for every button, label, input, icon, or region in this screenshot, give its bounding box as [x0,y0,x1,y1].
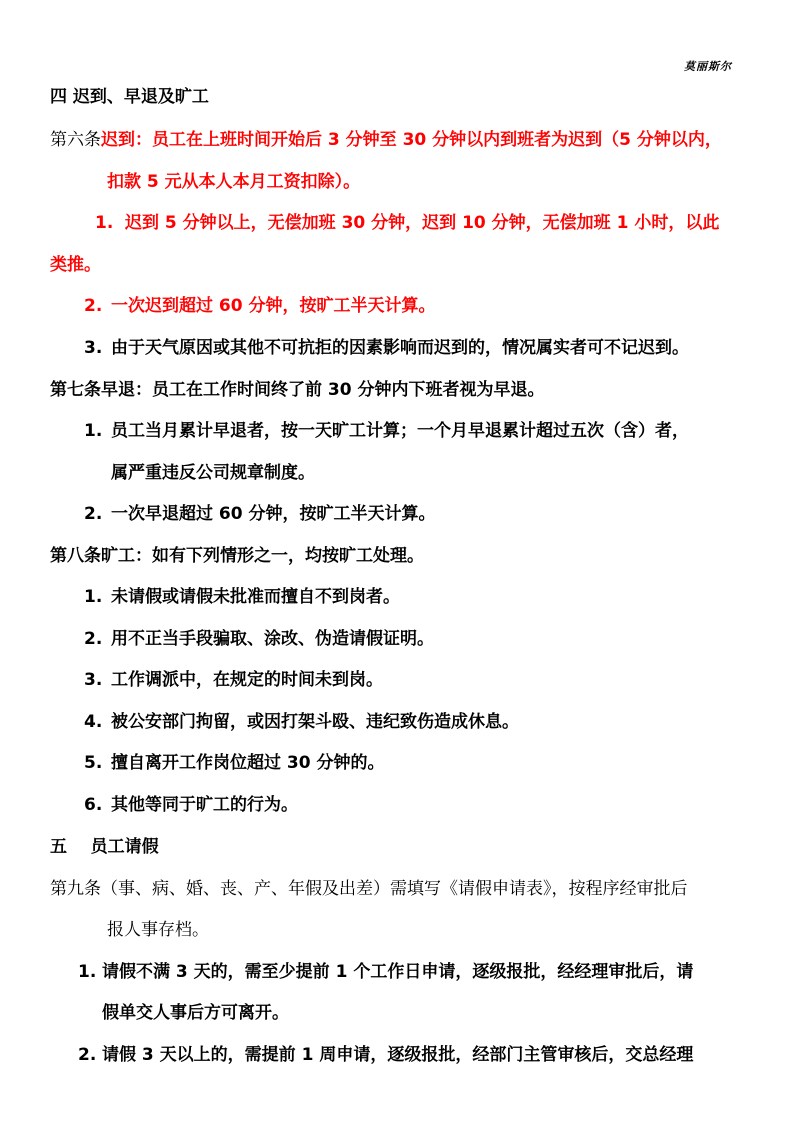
item-number: 1. [78,962,97,982]
list-item [84,669,383,691]
item-text: 请假 3 天以上的，需提前 1 周申请，逐级报批，经部门主管审核后，交总经理 [102,1045,694,1065]
article-9-item-1 [78,961,693,983]
article-7-item-1-cont: 属严重违反公司规章制度。 [111,463,315,483]
header-brand: 莫丽斯尔 [684,60,732,73]
item-text: 迟到 5 分钟以上，无偿加班 30 分钟，迟到 10 分钟，无偿加班 1 小时，以此 [125,213,720,233]
article-lead: 第六条 [50,130,101,150]
article-6-line-2: 扣款 5 元从本人本月工资扣除）。 [107,172,361,192]
item-text: 未请假或请假未批准而擅自不到岗者。 [111,587,400,607]
item-number: 3. [84,338,103,358]
item-text: 一次早退超过 60 分钟，按旷工半天计算。 [111,504,436,524]
list-item [84,628,434,650]
item-number: 2. [84,504,103,524]
item-text: 一次迟到超过 60 分钟，按旷工半天计算。 [111,296,436,316]
item-text: 请假不满 3 天的，需至少提前 1 个工作日申请，逐级报批，经经理审批后，请 [102,962,694,982]
article-9-item-2 [78,1044,693,1066]
article-7-item-1 [84,420,689,442]
article-6-item-2 [84,295,436,317]
article-9-lead: 第九条（事、病、婚、丧、产、年假及出差）需填写《请假申请表》，按程序经审批后 [50,879,688,899]
item-number: 1. [84,421,103,441]
item-text: 由于天气原因或其他不可抗拒的因素影响而迟到的，情况属实者可不记迟到。 [111,338,689,358]
article-9-lead-cont: 报人事存档。 [107,920,209,940]
article-6-item-3 [84,337,689,359]
article-text: 员工在上班时间开始后 3 分钟至 30 分钟以内到班者为迟到（5 分钟以内， [152,130,722,150]
article-8-lead: 第八条旷工：如有下列情形之一，均按旷工处理。 [50,546,424,566]
list-item [84,586,400,608]
item-number: 2. [84,296,103,316]
item-text: 工作调派中，在规定的时间未到岗。 [111,670,383,690]
article-6-item-1-cont: 类推。 [50,255,101,275]
section-title: 四 迟到、早退及旷工 [50,87,209,107]
item-number: 3. [84,670,103,690]
item-text: 被公安部门拘留，或因打架斗殴、违纪致伤造成休息。 [111,712,519,732]
article-7-lead: 第七条早退：员工在工作时间终了前 30 分钟内下班者视为早退。 [50,380,545,400]
list-item [84,752,385,774]
article-6-item-1 [95,212,719,234]
list-item [84,794,298,816]
article-label: 迟到： [101,130,152,150]
item-number: 4. [84,712,103,732]
item-number: 1. [95,213,114,233]
item-number: 5. [84,753,103,773]
item-text: 员工当月累计早退者，按一天旷工计算；一个月早退累计超过五次（含）者， [111,421,689,441]
item-text: 擅自离开工作岗位超过 30 分钟的。 [111,753,385,773]
item-number: 1. [84,587,103,607]
item-number: 2. [78,1045,97,1065]
item-text: 用不正当手段骗取、涂改、伪造请假证明。 [111,629,434,649]
list-item [84,711,519,733]
article-9-item-1-cont: 假单交人事后方可离开。 [102,1003,289,1023]
section-title: 五 员工请假 [50,837,159,857]
item-number: 6. [84,795,103,815]
article-6-line-1 [50,129,722,151]
item-text: 其他等同于旷工的行为。 [111,795,298,815]
article-7-item-2 [84,503,436,525]
item-number: 2. [84,629,103,649]
